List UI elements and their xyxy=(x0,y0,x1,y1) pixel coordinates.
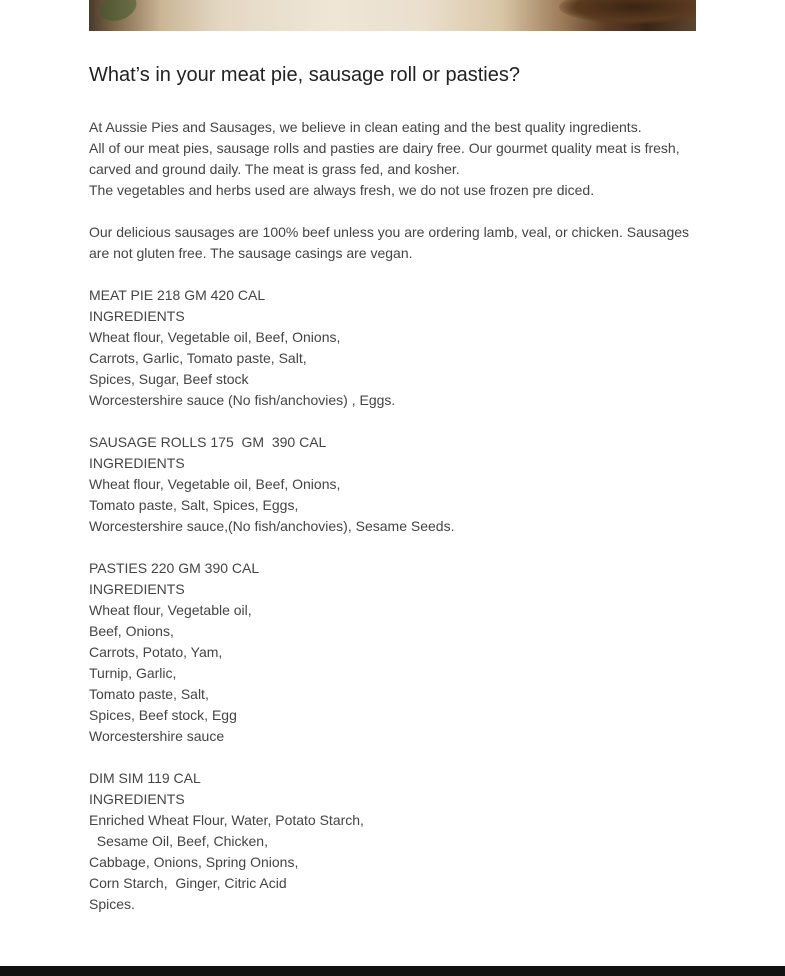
dim-sim-ingredient-line: Sesame Oil, Beef, Chicken, xyxy=(89,833,268,849)
blank-line xyxy=(89,747,696,768)
pasties-ingredient-line: Wheat flour, Vegetable oil, xyxy=(89,602,252,618)
meat-pie-title: MEAT PIE 218 GM 420 CAL xyxy=(89,287,266,303)
dim-sim-ingredient-line: Cabbage, Onions, Spring Onions, xyxy=(89,854,299,870)
herb-garnish xyxy=(96,0,141,26)
footer-bar xyxy=(0,966,785,976)
dim-sim-title: DIM SIM 119 CAL xyxy=(89,770,201,786)
sausage-rolls-title: SAUSAGE ROLLS 175 GM 390 CAL xyxy=(89,434,327,450)
meat-pie-ingredient-line: Worcestershire sauce (No fish/anchovies) , Eggs. xyxy=(89,392,396,408)
meat-pie-ingredients-label: INGREDIENTS xyxy=(89,308,185,324)
sausage-rolls-ingredient-line: Wheat flour, Vegetable oil, Beef, Onions, xyxy=(89,476,341,492)
blank-line xyxy=(89,201,696,222)
hero-food-image xyxy=(89,0,696,31)
sausage-info: Our delicious sausages are 100% beef unless you are ordering lamb, veal, or chicken. Sausages are not gluten free. The sausage casings are vegan. xyxy=(89,224,693,261)
pasties-ingredient-line: Beef, Onions, xyxy=(89,623,174,639)
blank-line xyxy=(89,411,696,432)
dim-sim-ingredients-label: INGREDIENTS xyxy=(89,791,185,807)
pasties-title: PASTIES 220 GM 390 CAL xyxy=(89,560,260,576)
intro-line-2: All of our meat pies, sausage rolls and pasties are dairy free. Our gourmet quality meat is fresh, carved and ground daily. The meat is grass fed, and kosher. xyxy=(89,140,684,177)
intro-line-3: The vegetables and herbs used are always fresh, we do not use frozen pre diced. xyxy=(89,182,595,198)
pasties-ingredient-line: Carrots, Potato, Yam, xyxy=(89,644,223,660)
dim-sim-ingredient-line: Corn Starch, Ginger, Citric Acid xyxy=(89,875,287,891)
page-heading: What’s in your meat pie, sausage roll or pasties? xyxy=(89,64,520,86)
sausage-rolls-ingredient-line: Tomato paste, Salt, Spices, Eggs, xyxy=(89,497,299,513)
meat-pie-ingredient-line: Carrots, Garlic, Tomato paste, Salt, xyxy=(89,350,307,366)
pasties-ingredient-line: Turnip, Garlic, xyxy=(89,665,177,681)
meat-pie-ingredient-line: Wheat flour, Vegetable oil, Beef, Onions, xyxy=(89,329,341,345)
sausage-rolls-ingredients-label: INGREDIENTS xyxy=(89,455,185,471)
pasties-ingredient-line: Spices, Beef stock, Egg xyxy=(89,707,237,723)
pasties-ingredient-line: Tomato paste, Salt, xyxy=(89,686,209,702)
pasties-ingredients-label: INGREDIENTS xyxy=(89,581,185,597)
intro-line-1: At Aussie Pies and Sausages, we believe in clean eating and the best quality ingredients. xyxy=(89,119,642,135)
dim-sim-ingredient-line: Enriched Wheat Flour, Water, Potato Starch, xyxy=(89,812,364,828)
article-body xyxy=(89,117,696,915)
blank-line xyxy=(89,264,696,285)
meat-pie-ingredient-line: Spices, Sugar, Beef stock xyxy=(89,371,249,387)
dim-sim-ingredient-line: Spices. xyxy=(89,896,135,912)
pie-crust xyxy=(559,0,696,24)
pasties-ingredient-line: Worcestershire sauce xyxy=(89,728,225,744)
sausage-rolls-ingredient-line: Worcestershire sauce,(No fish/anchovies), Sesame Seeds. xyxy=(89,518,455,534)
article-content xyxy=(89,60,696,915)
blank-line xyxy=(89,537,696,558)
